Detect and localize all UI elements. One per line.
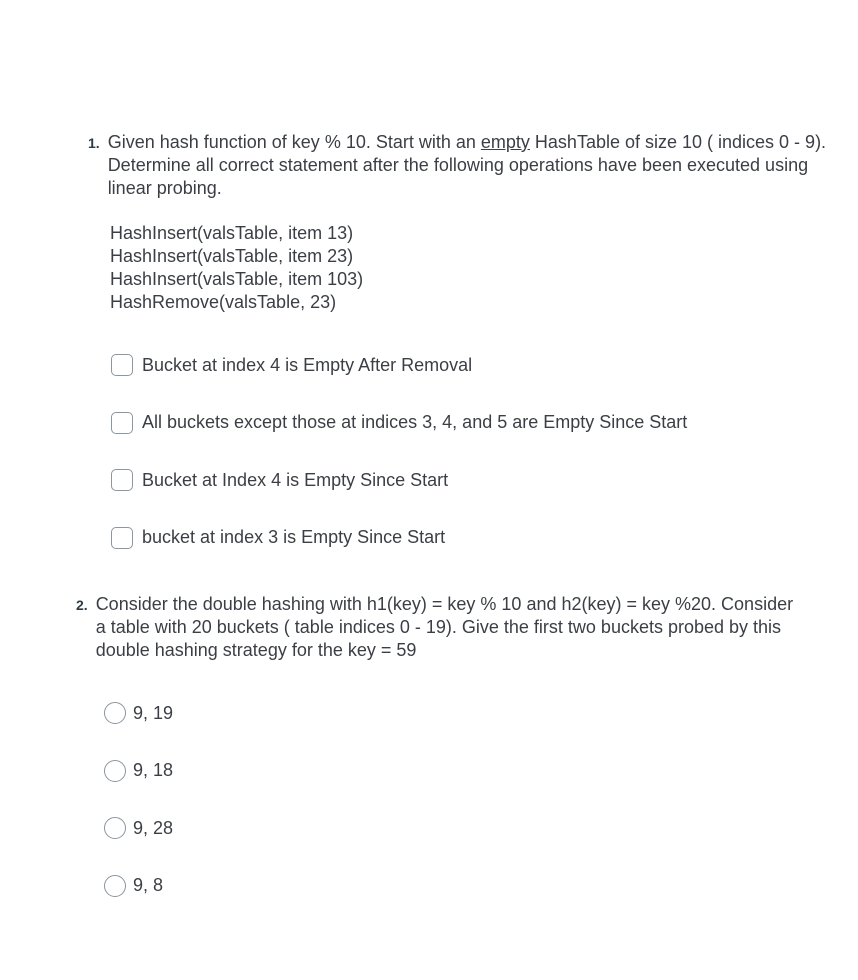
option-label: bucket at index 3 is Empty Since Start (142, 527, 446, 547)
option-label: Bucket at Index 4 is Empty Since Start (142, 469, 449, 490)
question-1 (88, 131, 848, 581)
answer-option-1[interactable] (104, 699, 836, 727)
code-line: HashInsert(valsTable, item 13) (110, 223, 354, 243)
question-text-part: Given hash function of key % 10. Start with an (107, 132, 481, 152)
question-2-text: Consider the double hashing with h1(key) = key % 10 and h2(key) = key %20. Consider a table with 20 buckets ( table indices 0 - 19). Give the first two buckets probed by this double hashing strategy for the key = 59 (95, 594, 794, 660)
question-1-header (88, 131, 848, 200)
checkbox[interactable] (111, 527, 133, 549)
underlined-word: empty (480, 132, 530, 152)
answer-option-4[interactable] (104, 872, 836, 900)
question-2-header (76, 593, 836, 662)
question-2 (76, 593, 836, 929)
radio-button[interactable] (104, 702, 126, 724)
option-label: 9, 18 (133, 760, 174, 780)
code-line: HashRemove(valsTable, 23) (110, 292, 337, 312)
question-number: 1. (88, 135, 100, 151)
checkbox[interactable] (111, 354, 133, 376)
question-number: 2. (76, 597, 88, 613)
answer-option-2[interactable] (111, 409, 848, 437)
answer-option-1[interactable] (111, 351, 848, 379)
question-1-options (111, 351, 848, 552)
answer-option-3[interactable] (111, 466, 848, 494)
answer-option-3[interactable] (104, 814, 836, 842)
question-text-part: HashTable of size 10 ( indices 0 - 9). Determine all correct statement after the following operations have been executed using linear probing. (107, 132, 827, 198)
question-1-text (108, 131, 833, 200)
code-line: HashInsert(valsTable, item 23) (110, 246, 354, 266)
operations-code-block (110, 222, 848, 314)
checkbox[interactable] (111, 469, 133, 491)
question-2-options (104, 699, 836, 900)
radio-button[interactable] (104, 760, 126, 782)
option-label: 9, 19 (133, 702, 174, 723)
answer-option-4[interactable] (111, 524, 848, 552)
option-label: 9, 8 (133, 875, 164, 895)
answer-option-2[interactable] (104, 757, 836, 785)
option-label: Bucket at index 4 is Empty After Removal (142, 354, 473, 375)
radio-button[interactable] (104, 817, 126, 839)
code-line: HashInsert(valsTable, item 103) (110, 269, 364, 289)
option-label: 9, 28 (133, 817, 174, 838)
radio-button[interactable] (104, 875, 126, 897)
option-label: All buckets except those at indices 3, 4, and 5 are Empty Since Start (142, 412, 688, 432)
checkbox[interactable] (111, 412, 133, 434)
